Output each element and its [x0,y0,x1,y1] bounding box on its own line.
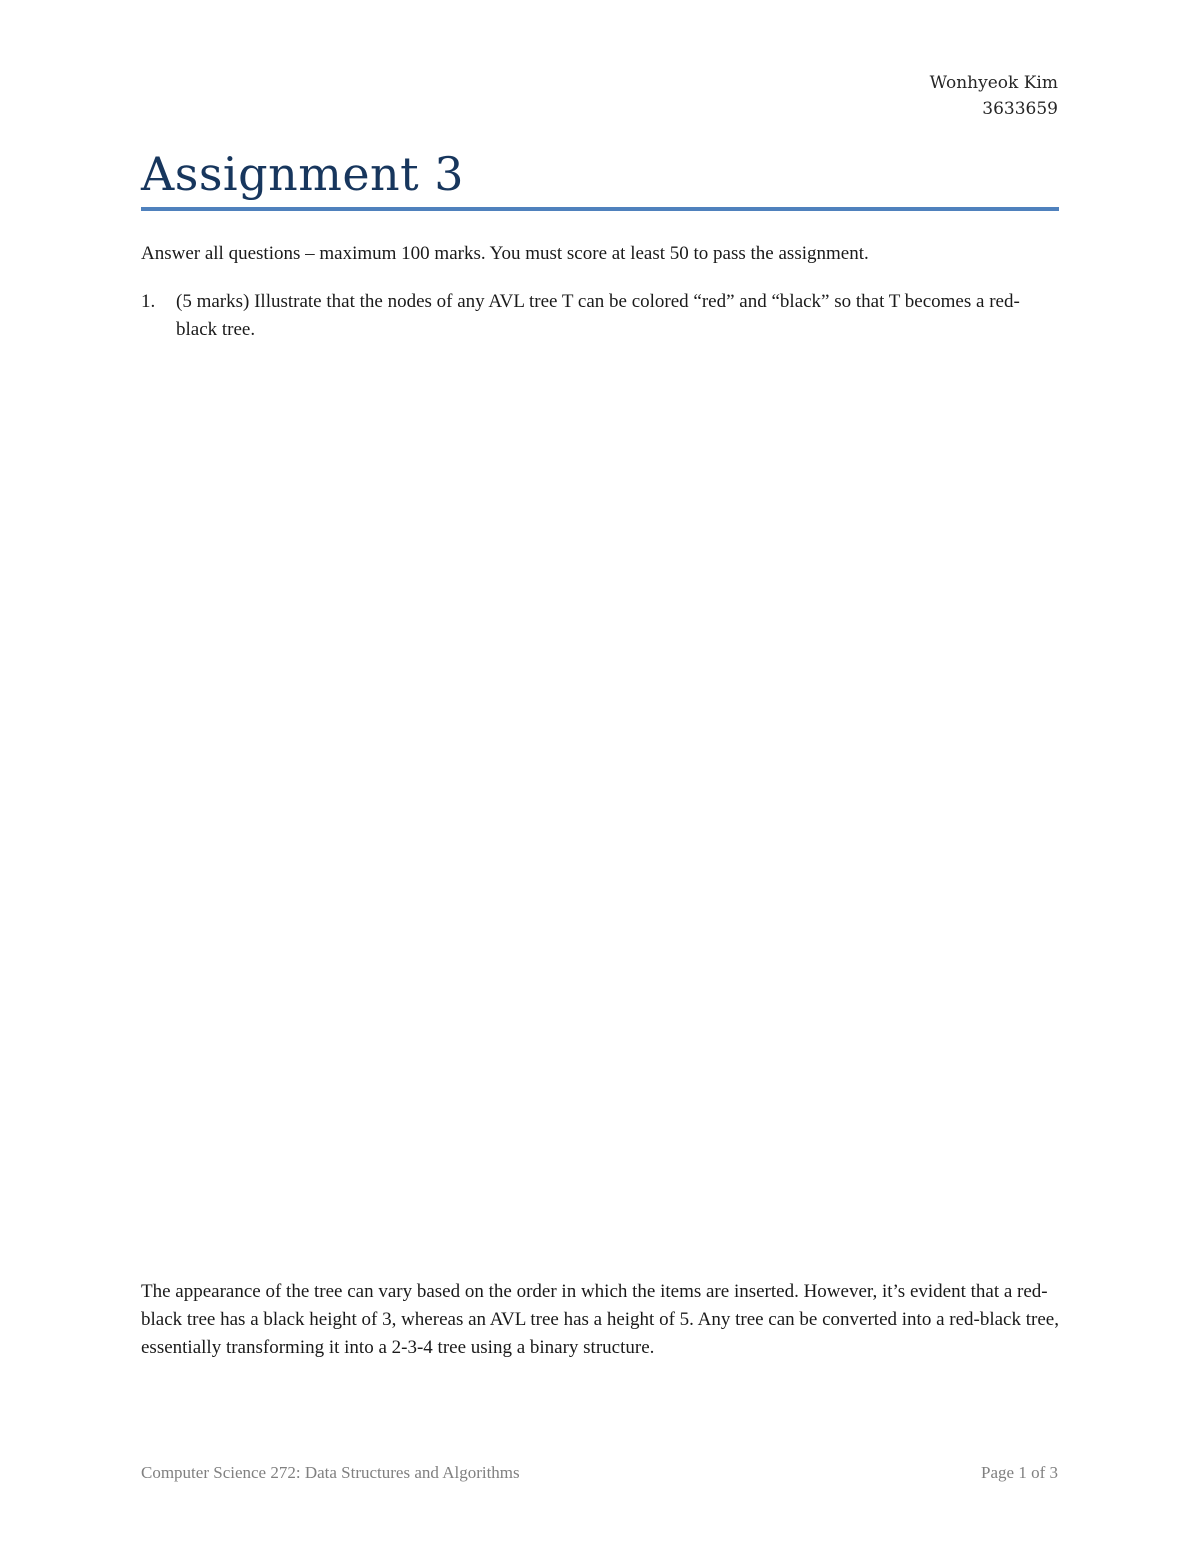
question-number: 1. [141,291,156,312]
student-id: 3633659 [982,99,1058,119]
question-item [141,288,1059,344]
author-block [930,70,1058,122]
title-underline-divider [141,207,1059,211]
answer-paragraph: The appearance of the tree can vary based on the order in which the items are inserted. However, it’s evident that a red-black tree has a black height of 3, whereas an AVL tree has a height of 5. Any tree can be converted into a red-black tree, essentially transforming it into a 2-3-4 tree using a binary structure. [141,1281,1059,1358]
author-name: Wonhyeok Kim [929,73,1058,93]
footer-page-number: Page 1 of 3 [981,1463,1058,1482]
question-text: (5 marks) Illustrate that the nodes of any AVL tree T can be colored “red” and “black” so that T becomes a red-black tree. [176,291,1020,340]
footer-course-title: Computer Science 272: Data Structures and Algorithms [141,1463,520,1482]
instructions-paragraph: Answer all questions – maximum 100 marks. You must score at least 50 to pass the assignment. [141,243,869,264]
page-title: Assignment 3 [141,147,465,201]
